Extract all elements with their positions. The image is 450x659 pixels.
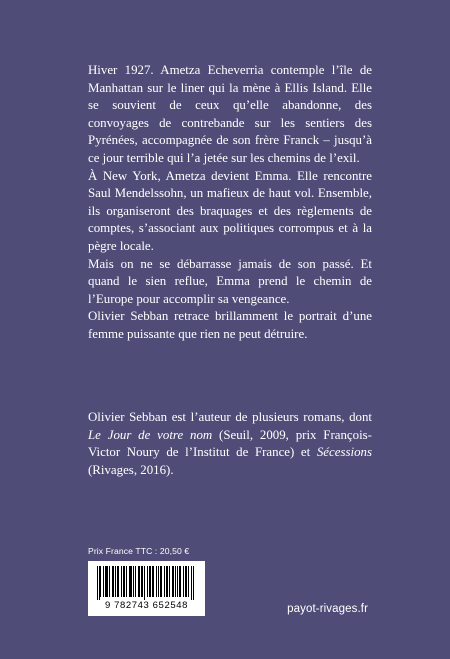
blurb-paragraph-1: Hiver 1927. Ametza Echeverria contemple l’île de Manhattan sur le liner qui la mène à Ellis Island. Elle se souvient de ceux qu’elle abandonne, des convoyages de contrebande sur les sentiers des Pyrénées, accompagnée de son frère Franck – jusqu’à ce jour terrible qui l’a jetée sur les chemins de l’exil. <box>88 63 372 165</box>
price-label: Prix France TTC : 20,50 € <box>88 546 190 556</box>
bio-book-title-1: Le Jour de votre nom <box>88 427 213 442</box>
blurb-paragraph-2: À New York, Ametza devient Emma. Elle rencontre Saul Mendelssohn, un mafieux de haut vol. Ensemble, ils organiseront des braquages et des règlements de comptes, s’associant aux politiques corrompus et à la pègre locale. <box>88 168 372 253</box>
author-bio-paragraph <box>88 409 372 479</box>
barcode-bars-icon <box>97 566 196 600</box>
publisher-website: payot-rivages.fr <box>287 603 368 615</box>
blurb-text <box>88 62 372 344</box>
isbn-number: 9 782743 652548 <box>105 600 188 611</box>
bio-text-2: (Seuil, 2009, prix François-Victor Noury de l’Institut de France) et <box>88 427 372 460</box>
isbn-barcode <box>88 561 205 616</box>
bio-text-1: Olivier Sebban est l’auteur de plusieurs romans, dont <box>88 410 372 424</box>
author-bio <box>88 409 372 479</box>
blurb-paragraph-3: Mais on ne se débarrasse jamais de son passé. Et quand le sien reflue, Emma prend le chemin de l’Europe pour accomplir sa vengeance. <box>88 256 372 306</box>
blurb-paragraph-4: Olivier Sebban retrace brillamment le portrait d’une femme puissante que rien ne peut détruire. <box>88 309 372 341</box>
bio-book-title-2: Sécessions <box>316 445 372 460</box>
bio-text-3: (Rivages, 2016). <box>88 462 174 477</box>
